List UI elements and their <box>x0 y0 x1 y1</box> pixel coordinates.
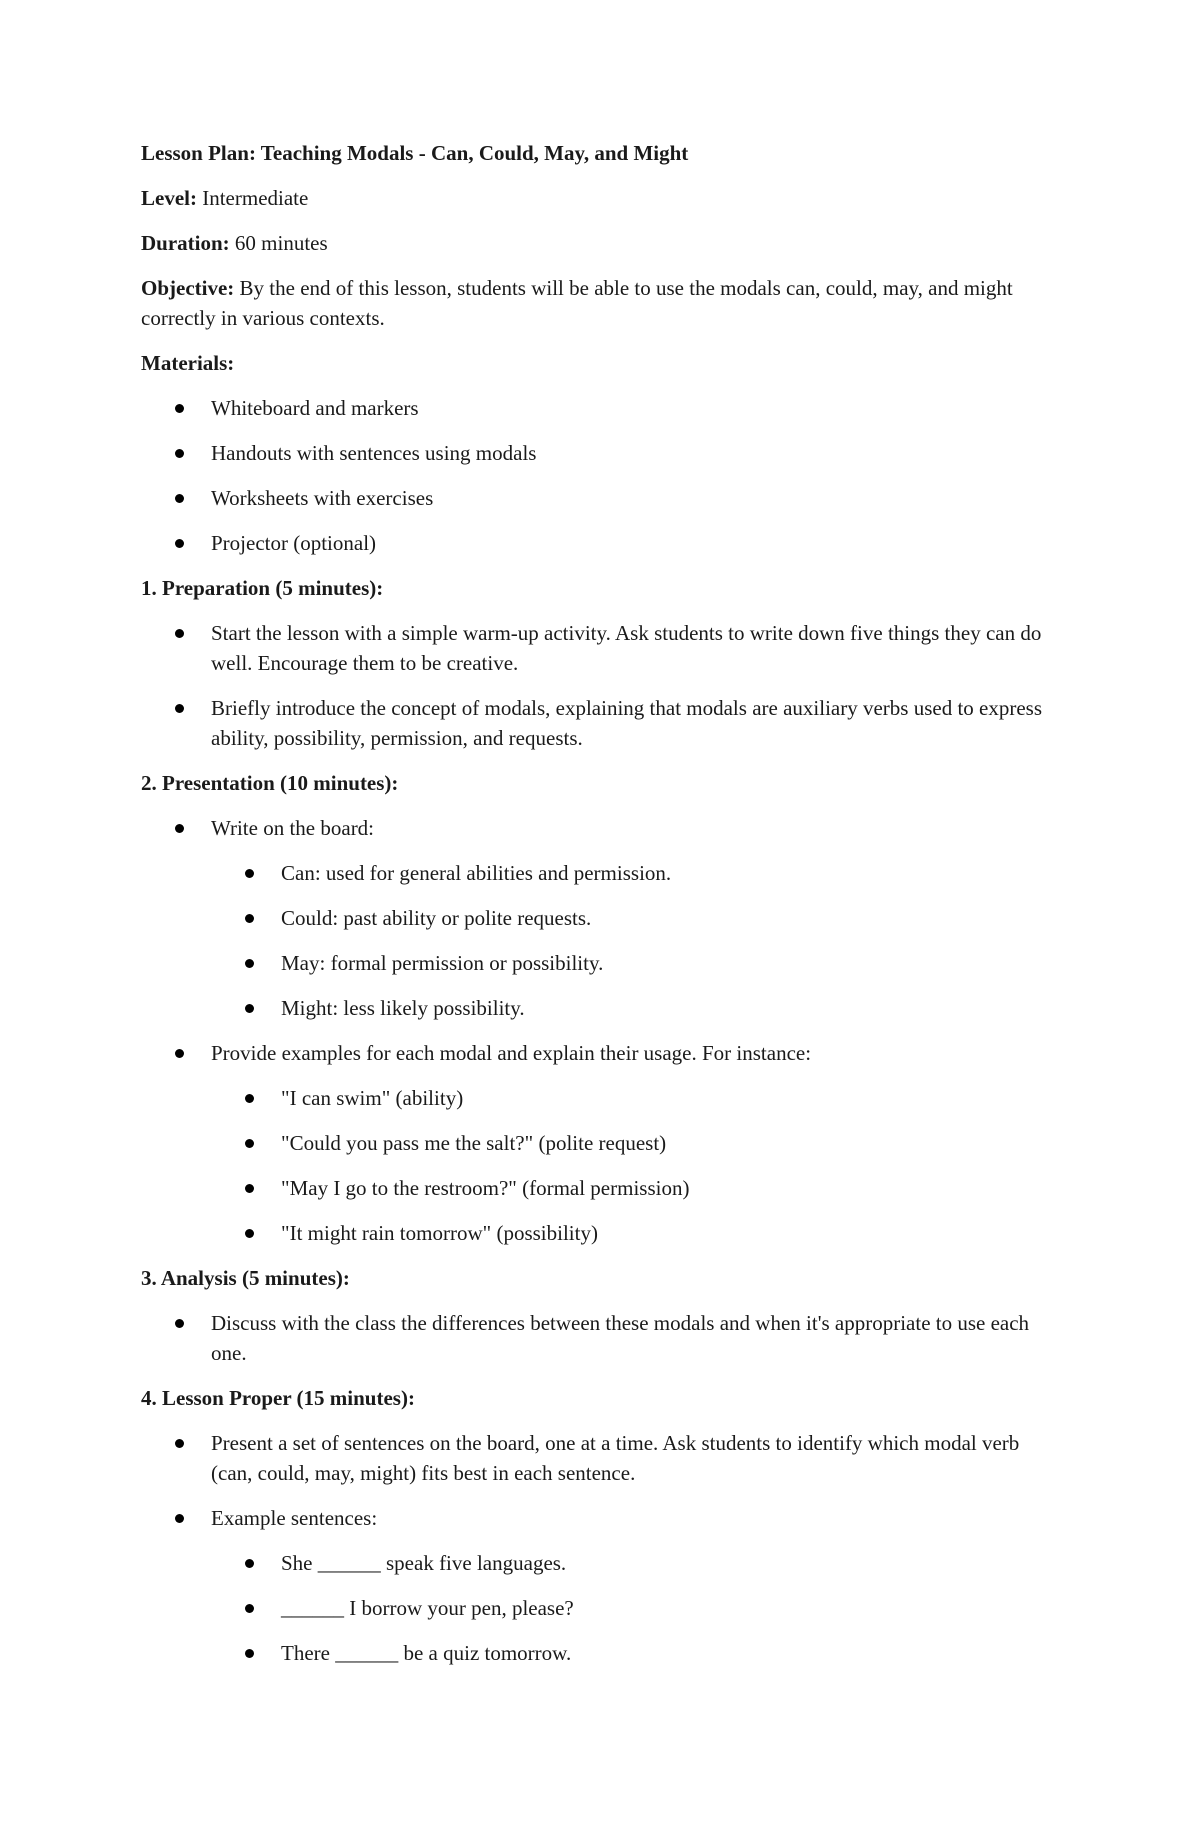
objective-line <box>141 273 1061 333</box>
list-item <box>211 438 1061 468</box>
list-item-text: Might: less likely possibility. <box>281 996 525 1020</box>
list-item <box>281 1593 1061 1623</box>
bullet-icon <box>175 704 184 713</box>
list-item-text: Briefly introduce the concept of modals, explaining that modals are auxiliary verbs used to express ability, possibility, permission, and requests. <box>211 696 1043 750</box>
list-item <box>211 1428 1061 1488</box>
list-item-text: "I can swim" (ability) <box>281 1086 464 1110</box>
list-item-text: May: formal permission or possibility. <box>281 951 604 975</box>
list-item <box>281 858 1061 888</box>
bullet-icon <box>175 824 184 833</box>
bullet-icon <box>175 539 184 548</box>
list-item-text: Example sentences: <box>211 1506 378 1530</box>
bullet-icon <box>245 1139 254 1148</box>
document-body <box>141 138 1061 1683</box>
list-item <box>211 813 1061 1023</box>
bullet-icon <box>245 869 254 878</box>
list-item-text: Whiteboard and markers <box>211 396 419 420</box>
preparation-list <box>141 618 1061 753</box>
example-sentences-list <box>211 1548 1061 1668</box>
bullet-icon <box>245 1649 254 1658</box>
modal-definitions-list <box>211 858 1061 1023</box>
level-line <box>141 183 1061 213</box>
objective-value: By the end of this lesson, students will be able to use the modals can, could, may, and might correctly in various contexts. <box>141 276 1013 330</box>
bullet-icon <box>175 1514 184 1523</box>
list-item-text: She ______ speak five languages. <box>281 1551 567 1575</box>
list-item <box>211 1308 1061 1368</box>
list-item <box>281 1548 1061 1578</box>
document-title: Lesson Plan: Teaching Modals - Can, Could, May, and Might <box>141 141 689 165</box>
list-item-text: Present a set of sentences on the board, one at a time. Ask students to identify which modal verb (can, could, may, might) fits best in each sentence. <box>211 1431 1020 1485</box>
duration-value: 60 minutes <box>229 231 328 255</box>
level-value: Intermediate <box>196 186 309 210</box>
bullet-icon <box>175 404 184 413</box>
list-item-text: "May I go to the restroom?" (formal permission) <box>281 1176 690 1200</box>
level-label: Level: <box>141 186 197 210</box>
list-item-text: Discuss with the class the differences between these modals and when it's appropriate to use each one. <box>211 1311 1030 1365</box>
bullet-icon <box>175 1439 184 1448</box>
list-item <box>211 528 1061 558</box>
list-item <box>281 1128 1061 1158</box>
duration-label: Duration: <box>141 231 230 255</box>
lesson-proper-list <box>141 1428 1061 1668</box>
bullet-icon <box>175 449 184 458</box>
bullet-icon <box>245 1184 254 1193</box>
section-heading-preparation: 1. Preparation (5 minutes): <box>141 576 384 600</box>
list-item <box>211 1503 1061 1668</box>
list-item <box>211 393 1061 423</box>
list-item-text: Projector (optional) <box>211 531 377 555</box>
duration-line <box>141 228 1061 258</box>
list-item-text: Can: used for general abilities and permission. <box>281 861 672 885</box>
section-heading-lesson-proper: 4. Lesson Proper (15 minutes): <box>141 1386 415 1410</box>
bullet-icon <box>245 1229 254 1238</box>
section-heading-presentation: 2. Presentation (10 minutes): <box>141 771 399 795</box>
bullet-icon <box>245 1559 254 1568</box>
bullet-icon <box>245 959 254 968</box>
list-item <box>281 993 1061 1023</box>
bullet-icon <box>175 1319 184 1328</box>
bullet-icon <box>245 1604 254 1613</box>
list-item-text: Could: past ability or polite requests. <box>281 906 592 930</box>
list-item-text: "Could you pass me the salt?" (polite request) <box>281 1131 667 1155</box>
bullet-icon <box>175 629 184 638</box>
list-item-text: ______ I borrow your pen, please? <box>281 1596 574 1620</box>
list-item-text: "It might rain tomorrow" (possibility) <box>281 1221 598 1245</box>
list-item <box>281 1218 1061 1248</box>
analysis-list <box>141 1308 1061 1368</box>
list-item <box>281 1083 1061 1113</box>
bullet-icon <box>175 1049 184 1058</box>
list-item-text: There ______ be a quiz tomorrow. <box>281 1641 572 1665</box>
bullet-icon <box>245 1094 254 1103</box>
list-item <box>211 693 1061 753</box>
bullet-icon <box>175 494 184 503</box>
list-item <box>281 903 1061 933</box>
list-item-text: Start the lesson with a simple warm-up activity. Ask students to write down five things they can do well. Encourage them to be creative. <box>211 621 1042 675</box>
list-item-text: Handouts with sentences using modals <box>211 441 537 465</box>
materials-list <box>141 393 1061 558</box>
presentation-list <box>141 813 1061 1248</box>
list-item <box>281 1638 1061 1668</box>
bullet-icon <box>245 914 254 923</box>
section-heading-analysis: 3. Analysis (5 minutes): <box>141 1266 350 1290</box>
list-item <box>211 1038 1061 1248</box>
list-item-text: Worksheets with exercises <box>211 486 434 510</box>
list-item <box>211 483 1061 513</box>
list-item-text: Provide examples for each modal and explain their usage. For instance: <box>211 1041 812 1065</box>
list-item-text: Write on the board: <box>211 816 375 840</box>
list-item <box>281 948 1061 978</box>
materials-heading: Materials: <box>141 351 235 375</box>
list-item <box>211 618 1061 678</box>
objective-label: Objective: <box>141 276 235 300</box>
modal-examples-list <box>211 1083 1061 1248</box>
list-item <box>281 1173 1061 1203</box>
bullet-icon <box>245 1004 254 1013</box>
